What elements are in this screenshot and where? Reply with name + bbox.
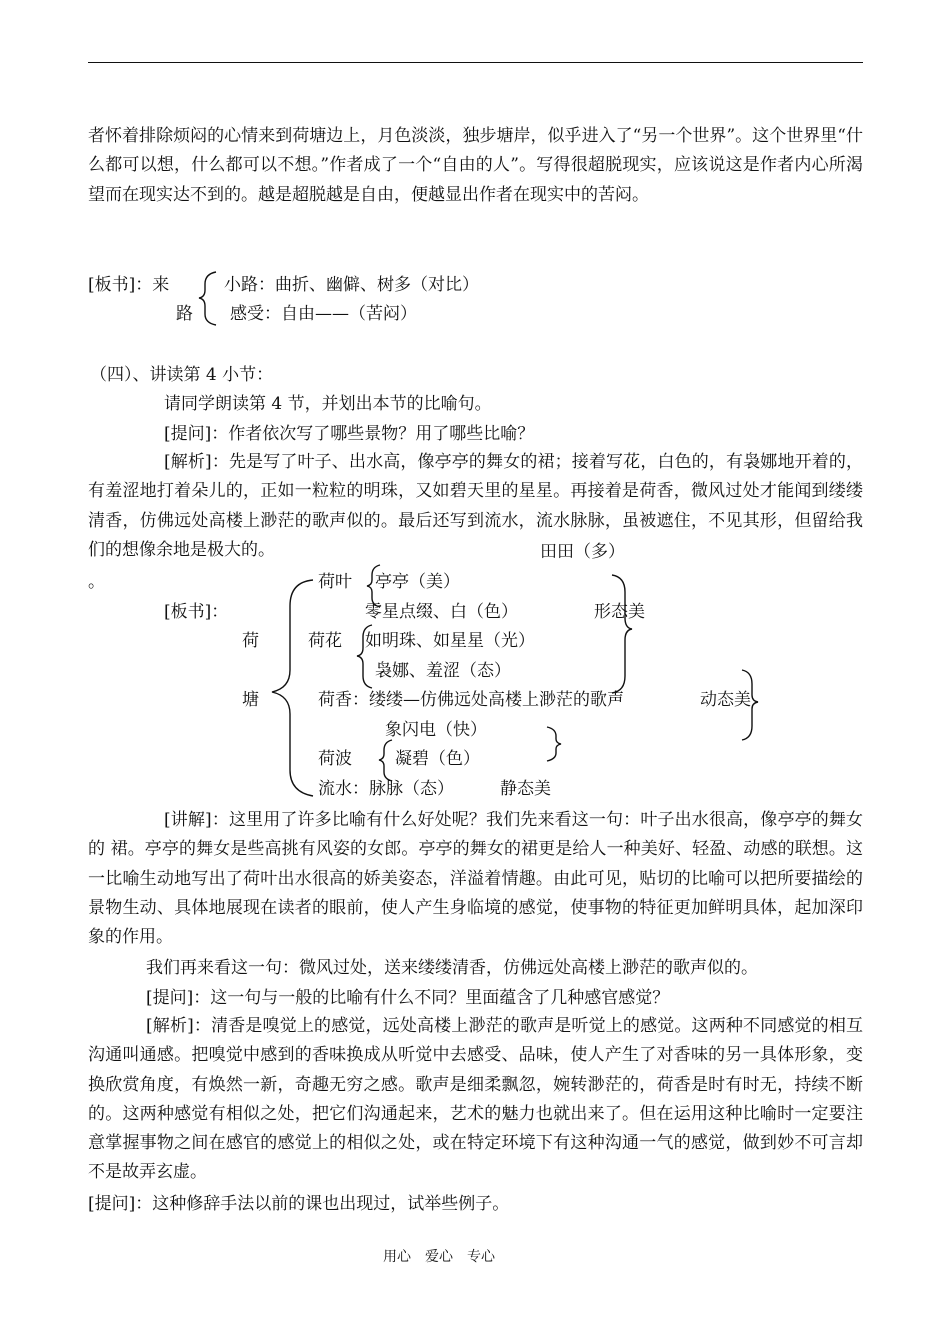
question2: [提问]：这一句与一般的比喻有什么不同？里面蕴含了几种感官感觉？ (146, 988, 670, 1008)
board2-xingtaimei: 形态美 (594, 602, 645, 622)
analysis2-paragraph: [解析]：清香是嗅觉上的感觉，远处高楼上渺茫的歌声是听觉上的感觉。这两种不同感觉的相互沟通叫通感。把嗅觉中感到的香味换成从听觉中去感受、品味，使人产生了对香味的另一具体形象，变换欣赏角度，有焕然一新，奇趣无穷之感。歌声是细柔飘忽，婉转渺茫的，荷香是时有时无，持续不断的。这两种感觉有相似之处，把它们沟通起来，艺术的魅力也就出来了。但在运用这种比喻时一定要注意掌握事物之间在感官的感觉上的相似之处，或在特定环境下有这种沟通一气的感觉，做到妙不可言却不是故弄玄虚。 (88, 1016, 863, 1183)
section4-reading: 请同学朗读第 4 节，并划出本节的比喻句。 (164, 394, 492, 414)
intro-paragraph: 者怀着排除烦闷的心情来到荷塘边上，月色淡淡，独步塘岸，似乎进入了“另一个世界”。这个世界里“什么都可以想，什么都可以不想。”作者成了一个“自由的人”。写得很超脱现实，应该说这是作者内心所渴望而在现实达不到的。越是超脱越是自由，便越显出作者在现实中的苦闷。 (88, 126, 863, 205)
board2-tang: 塘 (242, 690, 259, 710)
board2-label: [板书]： (164, 602, 229, 622)
board2-mingzhu: 如明珠、如星星（光） (365, 631, 535, 651)
again-line: 我们再来看这一句：微风过处，送来缕缕清香，仿佛远处高楼上渺茫的歌声似的。 (146, 958, 758, 978)
board2-lingxing: 零星点缀、白（色） (365, 602, 518, 622)
section4-heading: （四）、讲读第 4 小节： (90, 365, 274, 385)
board2-jingtaimei: 静态美 (500, 779, 551, 799)
board2-niaonuo: 袅娜、羞涩（态） (375, 661, 511, 681)
tiantian-label: 田田（多） (540, 542, 625, 562)
board2-he: 荷 (242, 631, 259, 651)
board1-line1: 小路：曲折、幽僻、树多（对比） (224, 275, 479, 295)
board2-hehua: 荷花 (308, 631, 342, 651)
board2-tingting: 亭亭（美） (375, 572, 460, 592)
page-footer: 用心 爱心 专心 (383, 1249, 495, 1265)
board1-label-lu: 路 (176, 304, 193, 324)
board2-ningbi: 凝碧（色） (395, 749, 480, 769)
board2-hexiang: 荷香：缕缕—仿佛远处高楼上渺茫的歌声 (318, 690, 624, 710)
board2-shandian: 象闪电（快） (385, 720, 487, 740)
explain-paragraph: [讲解]：这里用了许多比喻有什么好处呢？我们先来看这一句：叶子出水很高，像亭亭的舞女的 裙。亭亭的舞女是些高挑有风姿的女郎。亭亭的舞女的裙更是给人一种美好、轻盈、动感的联想。这一比喻生动地写出了荷叶出水很高的娇美姿态，洋溢着情趣。由此可见，贴切的比喻可以把所要描绘的景物生动、具体地展现在读者的眼前，使人产生身临境的感觉，使事物的特征更加鲜明具体，起加深印象的作用。 (88, 810, 863, 948)
board2-heye: 荷叶 (318, 572, 352, 592)
section4-analysis: [解析]：先是写了叶子、出水高，像亭亭的舞女的裙；接着写花，白色的，有袅娜地开着的，有羞涩地打着朵儿的，正如一粒粒的明珠，又如碧天里的星星。再接着是荷香，微风过处才能闻到缕缕清香，仿佛远处高楼上渺茫的歌声似的。最后还写到流水，流水脉脉，虽被遮住，不见其形，但留给我们的想像余地是极大的。 (88, 452, 863, 560)
section4-question: [提问]：作者依次写了哪些景物？用了哪些比喻？ (164, 424, 535, 444)
stray-period: 。 (88, 572, 105, 592)
board1-line2: 感受：自由——（苦闷） (230, 304, 417, 324)
board2-hebo: 荷波 (318, 749, 352, 769)
board1-label: [板书]：来 (88, 275, 170, 295)
board2-dongtaimei: 动态美 (700, 690, 751, 710)
board2-liushui: 流水：脉脉（态） (318, 779, 454, 799)
question3: [提问]：这种修辞手法以前的课也出现过，试举些例子。 (88, 1194, 510, 1214)
